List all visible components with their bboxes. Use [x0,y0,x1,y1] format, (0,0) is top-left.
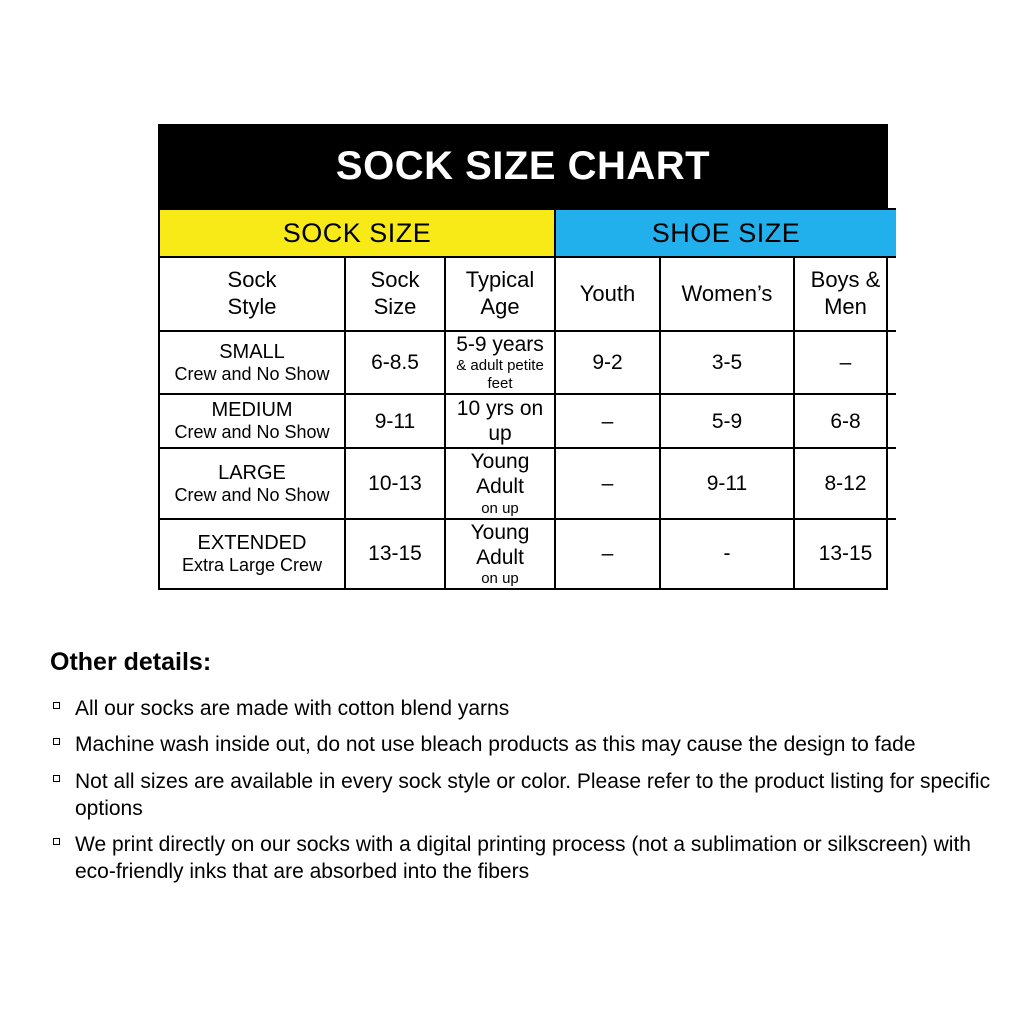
table-row [160,519,896,588]
table-row [160,394,896,448]
table-row [160,331,896,394]
row-typical-age-line1: Young Adult [470,520,530,569]
sock-size-chart [158,124,888,590]
row-youth: – [555,519,660,588]
list-item-text: Not all sizes are available in every sock style or color. Please refer to the product listing for specific options [75,769,991,820]
row-youth: – [555,448,660,518]
other-details-title: Other details: [50,648,212,676]
row-style [160,519,345,588]
row-typical-age-line2: on up [481,569,519,587]
row-typical-age [445,519,555,588]
other-details-section [50,648,1010,895]
chart-title: SOCK SIZE CHART [160,126,886,208]
row-style-name: SMALL [219,340,285,363]
column-header-boys-men-line1: Boys & [810,267,881,293]
row-sock-size: 6-8.5 [345,331,445,394]
square-bullet-icon [53,738,60,745]
row-womens: 5-9 [660,394,794,448]
size-table [160,208,896,588]
square-bullet-icon [53,702,60,709]
row-typical-age [445,394,555,448]
row-boys-men: 8-12 [794,448,896,518]
list-item [50,831,1010,886]
row-style [160,394,345,448]
column-header-womens: Women’s [660,257,794,331]
list-item-text: Machine wash inside out, do not use bleach products as this may cause the design to fade [75,733,916,757]
column-header-boys-men [794,257,896,331]
square-bullet-icon [53,775,60,782]
list-item [50,768,1010,823]
row-style-desc: Crew and No Show [174,484,330,505]
row-style-name: MEDIUM [211,399,293,422]
column-header-sock-style-line2: Style [227,294,277,319]
row-typical-age-line1: Young Adult [470,450,530,499]
column-header-typical-age [445,257,555,331]
column-header-sock-size-line2: Size [373,294,417,319]
row-style-desc: Crew and No Show [174,422,330,443]
table-header-row [160,257,896,331]
row-style [160,331,345,394]
list-item-text: We print directly on our socks with a digital printing process (not a sublimation or silkscreen) with eco-friendly inks that are absorbed into the fibers [75,833,971,884]
other-details-list [50,695,1010,886]
square-bullet-icon [53,838,60,845]
row-sock-size: 13-15 [345,519,445,588]
column-header-boys-men-line2: Men [824,294,867,319]
column-header-sock-size [345,257,445,331]
row-typical-age-line2: on up [481,499,519,517]
row-style-name: LARGE [218,461,286,484]
group-header-sock-size: SOCK SIZE [160,209,555,257]
row-typical-age-line2: & adult petite feet [456,357,544,393]
row-typical-age [445,331,555,394]
column-header-sock-style [160,257,345,331]
table-group-header-row [160,209,896,257]
row-typical-age-line1: 5-9 years [456,333,544,356]
column-header-sock-size-line1: Sock [370,267,420,293]
row-typical-age-line1: 10 yrs on up [456,397,544,446]
row-style [160,448,345,518]
row-youth: 9-2 [555,331,660,394]
row-youth: – [555,394,660,448]
row-sock-size: 9-11 [345,394,445,448]
list-item [50,695,1010,722]
list-item [50,731,1010,758]
table-row [160,448,896,518]
row-style-name: EXTENDED [197,531,307,554]
row-boys-men: 6-8 [794,394,896,448]
column-header-typical-age-line1: Typical [465,267,535,293]
row-womens: 9-11 [660,448,794,518]
list-item-text: All our socks are made with cotton blend yarns [75,697,510,720]
row-style-desc: Extra Large Crew [181,554,323,575]
row-womens: - [660,519,794,588]
column-header-sock-style-line1: Sock [227,267,277,293]
row-boys-men: – [794,331,896,394]
group-header-shoe-size: SHOE SIZE [555,209,896,257]
row-style-desc: Crew and No Show [174,363,330,384]
row-womens: 3-5 [660,331,794,394]
column-header-youth: Youth [555,257,660,331]
column-header-typical-age-line2: Age [480,294,520,319]
row-boys-men: 13-15 [794,519,896,588]
row-typical-age [445,448,555,518]
row-sock-size: 10-13 [345,448,445,518]
